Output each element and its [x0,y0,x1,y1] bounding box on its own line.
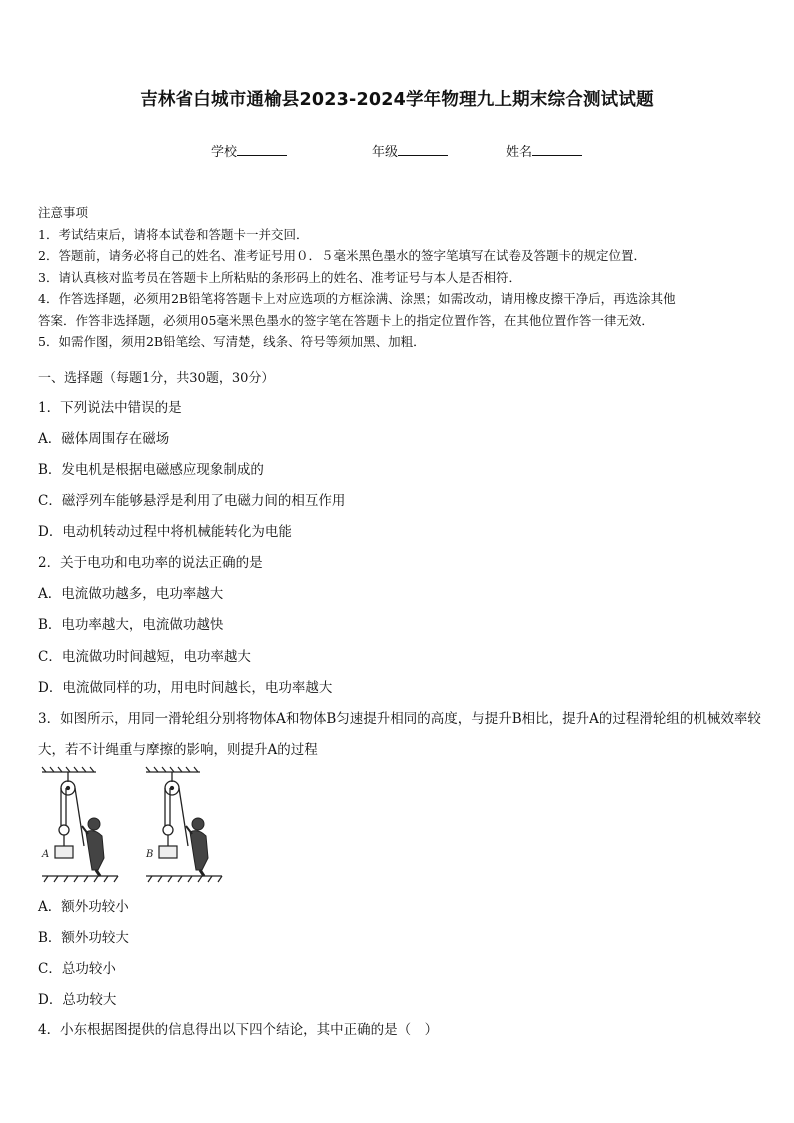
section-heading: 一、选择题（每题1分，共30题，30分） [38,371,275,386]
grade-label: 年级 [372,145,399,160]
question-1-option-a: A．磁体周围存在磁场 [38,431,170,447]
name-blank [532,144,582,156]
pulley-figure [38,766,228,884]
question-4-stem: 4．小东根据图提供的信息得出以下四个结论，其中正确的是（ ） [38,1022,439,1038]
note-item: 3．请认真核对监考员在答题卡上所粘贴的条形码上的姓名、准考证号与本人是否相符． [38,269,521,285]
note-item: 4．作答选择题，必须用2B铅笔将答题卡上对应选项的方框涂满、涂黑；如需改动，请用橡皮擦干净后，再选涂其他 [38,291,676,306]
ceiling-left [42,767,96,772]
note-item: 5．如需作图，须用2B铅笔绘、写清楚，线条、符号等须加黑、加粗． [38,334,426,349]
question-1-stem: 1．下列说法中错误的是 [38,400,182,416]
floor-left [42,876,118,882]
question-3-option-b: B．额外功较大 [38,930,129,946]
worker-right [186,818,208,876]
notes-heading: 注意事项 [38,205,89,220]
name-field [506,141,582,160]
name-label: 姓名 [506,145,533,160]
question-2-option-b: B．电功率越大，电流做功越快 [38,617,224,633]
question-2-option-c: C．电流做功时间越短，电功率越大 [38,649,251,665]
question-2-option-d: D．电流做同样的功，用电时间越长，电功率越大 [38,680,333,696]
question-2-option-a: A．电流做功越多，电功率越大 [38,586,224,602]
question-3-stem: 3．如图所示，用同一滑轮组分别将物体A和物体B匀速提升相同的高度，与提升B相比，提升A的过程滑轮组的机械效率较大，若不计绳重与摩擦的影响，则提升A的过程 [38,711,761,758]
load-b-block [159,846,177,858]
school-blank [237,144,287,156]
pulley-system-right [163,772,188,846]
question-1-option-c: C．磁浮列车能够悬浮是利用了电磁力间的相互作用 [38,493,346,509]
ceiling-right [146,767,200,772]
load-a-block [55,846,73,858]
question-1-option-b: B．发电机是根据电磁感应现象制成的 [38,462,264,478]
pulley-system-left [59,772,84,846]
question-3-option-a: A．额外功较小 [38,899,129,915]
load-b-label: B [146,849,154,860]
question-3-option-c: C．总功较小 [38,961,116,977]
grade-field [372,141,448,160]
exam-title: 吉林省白城市通榆县2023-2024学年物理九上期末综合测试试题 [140,90,654,110]
grade-blank [398,144,448,156]
school-field [211,141,287,160]
question-3-option-d: D．总功较大 [38,992,117,1008]
note-item: 1．考试结束后，请将本试卷和答题卡一并交回． [38,226,309,242]
note-item: 2．答题前，请务必将自己的姓名、准考证号用０．５毫米黑色墨水的签字笔填写在试卷及答题卡的规定位置． [38,248,646,263]
worker-left [82,818,104,876]
school-label: 学校 [211,145,238,160]
note-item: 答案．作答非选择题，必须用05毫米黑色墨水的签字笔在答题卡上的指定位置作答，在其他位置作答一律无效． [38,312,654,328]
floor-right [146,876,222,882]
load-a-label: A [42,849,50,860]
notes-block [38,202,763,353]
question-1-option-d: D．电动机转动过程中将机械能转化为电能 [38,524,292,540]
question-2-stem: 2．关于电功和电功率的说法正确的是 [38,555,263,571]
